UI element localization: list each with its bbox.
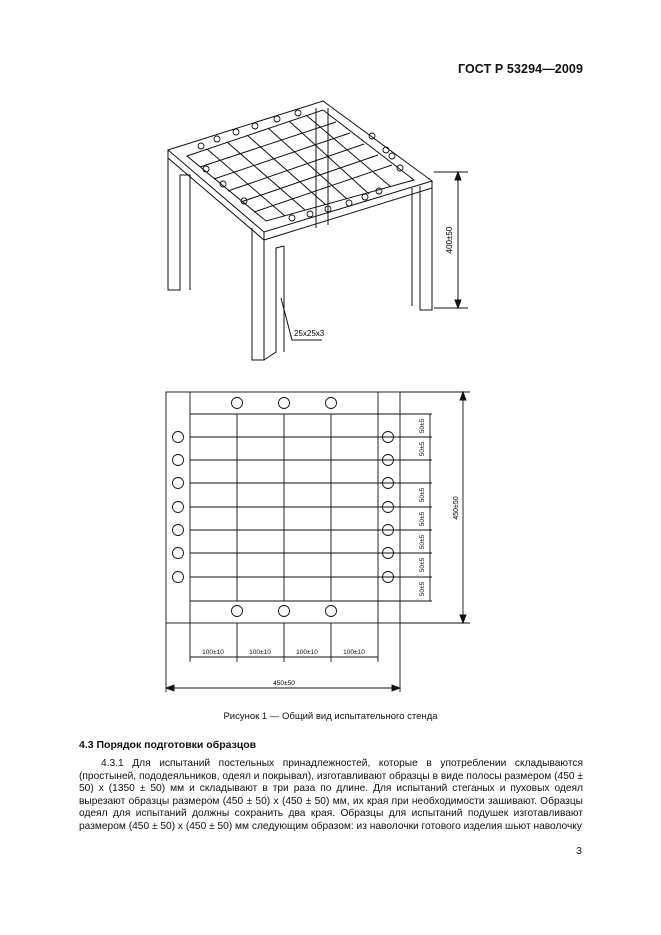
section-paragraph: 4.3.1 Для испытаний постельных принадлежностей, которые в употреблении складываются (простыней, пододеяльников, одеял и покрывал), изготавливают образцы в виде полосы размером (450 ± 50) х (1350 ± 50) мм и складывают в три раза по длине. Для испытаний стеганых и пуховых одеял вырезают образцы размером (450 ± 50) х (450 ± 50) мм, их края при необходимости зашивают. Образцы одеял для испытаний должны сохранить два края. Образцы для испытаний подушек изготавливают размером (450 ± 50) х (450 ± 50) мм следующим образом: из наволочки готового изделия шьют наволочку	[79, 758, 583, 832]
cell-width-label: 100±10	[249, 649, 271, 656]
row-height-label: 50±5	[419, 581, 426, 597]
row-height-label: 50±5	[419, 557, 426, 573]
document-number: ГОСТ Р 53294—2009	[457, 62, 583, 76]
cell-width-label: 100±10	[202, 649, 224, 656]
row-height-label: 50±5	[419, 418, 426, 434]
profile-label: 25х25х3	[294, 329, 325, 338]
section-title: 4.3 Порядок подготовки образцов	[79, 739, 257, 751]
figure-caption: Рисунок 1 — Общий вид испытательного стенда	[223, 711, 438, 722]
row-height-label: 50±5	[419, 487, 426, 503]
total-height-label: 450±50	[453, 496, 460, 520]
cell-width-label: 100±10	[343, 649, 365, 656]
row-height-label: 50±5	[419, 511, 426, 527]
height-dimension-label: 400±50	[445, 226, 454, 254]
row-height-label: 50±5	[419, 534, 426, 550]
page-number: 3	[576, 845, 582, 857]
row-height-label: 50±5	[419, 441, 426, 457]
cell-width-label: 100±10	[296, 649, 318, 656]
total-width-label: 450±50	[273, 680, 295, 687]
